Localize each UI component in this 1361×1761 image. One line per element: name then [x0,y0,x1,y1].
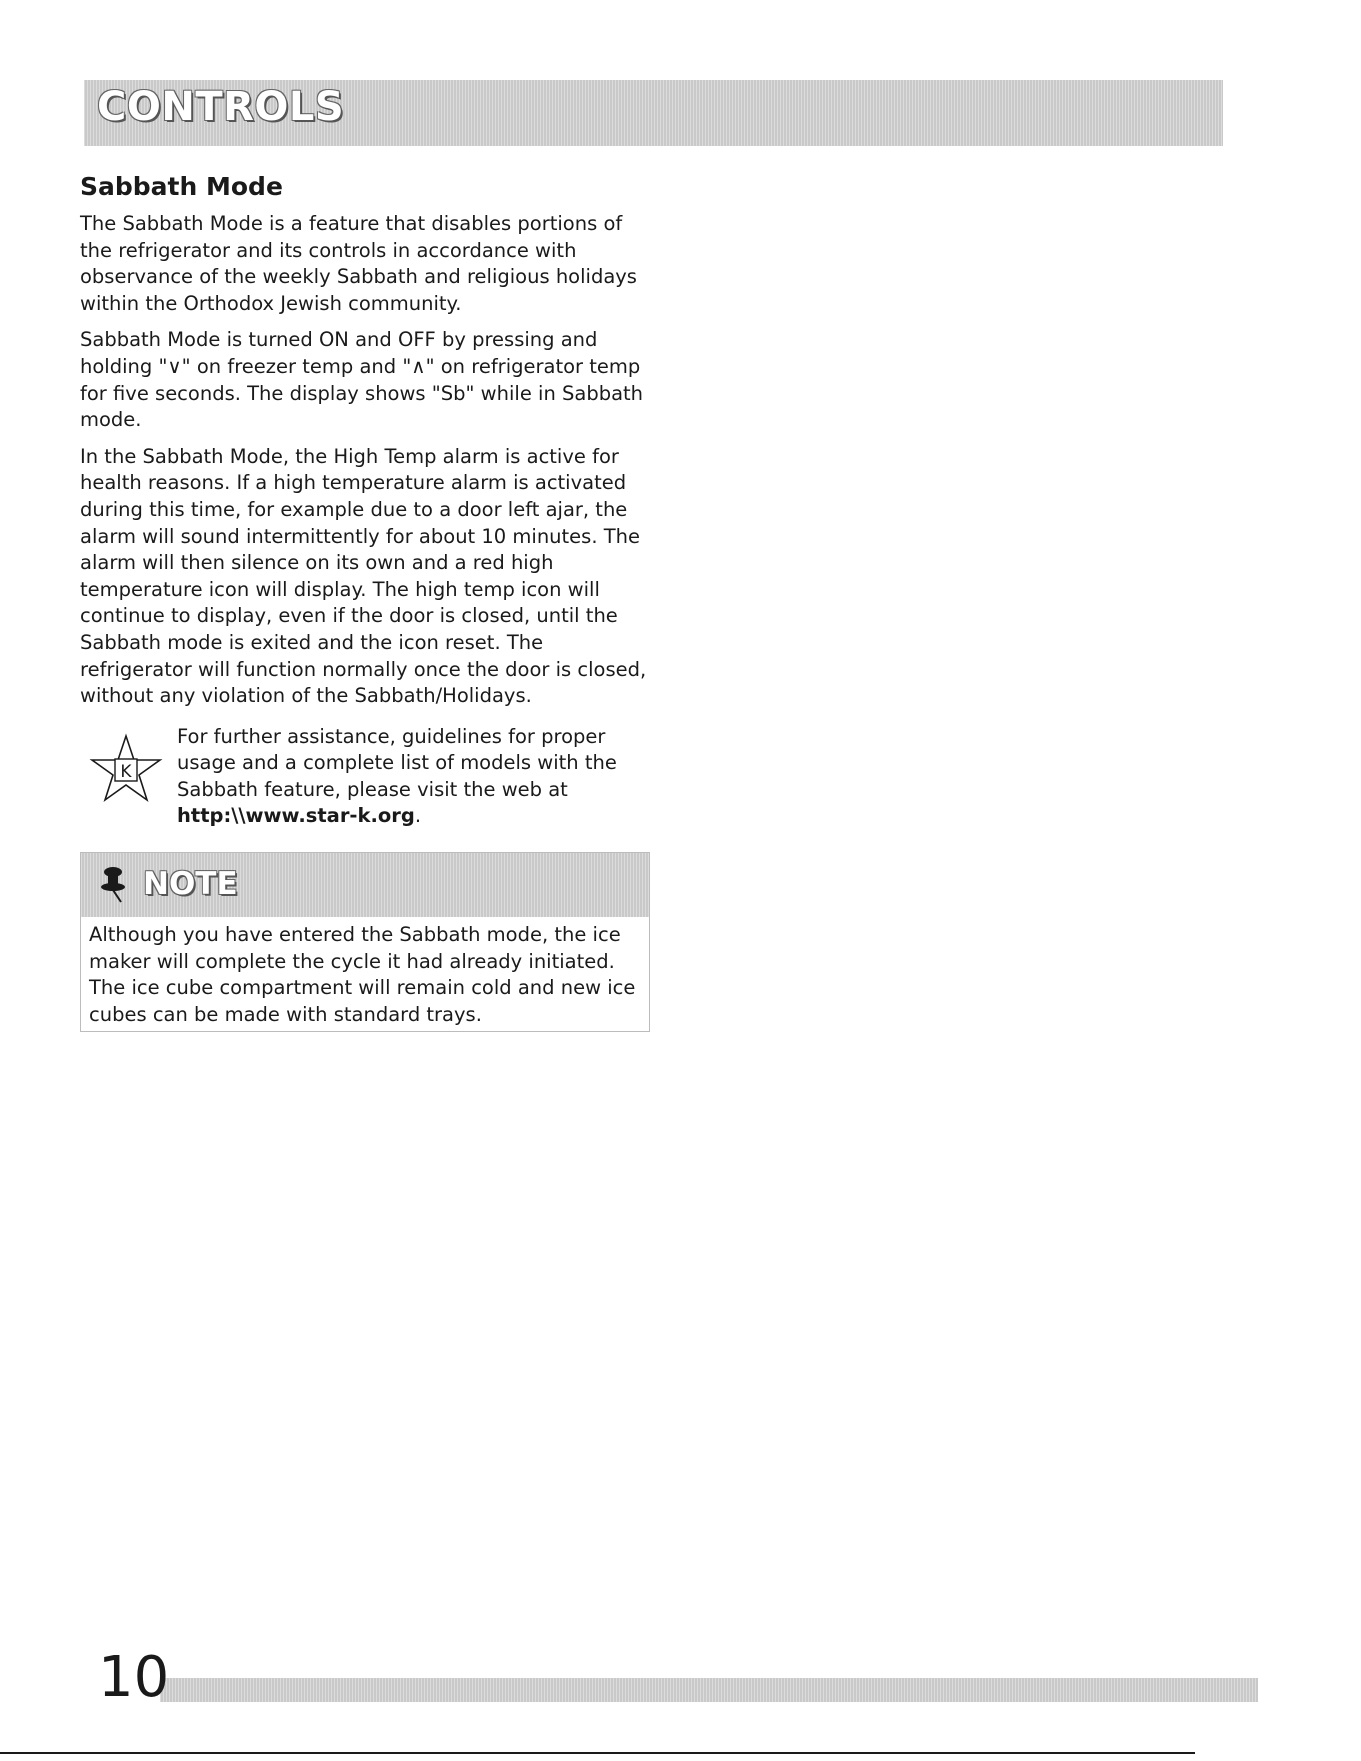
section-title: CONTROLS [97,84,345,130]
star-k-trailing: . [414,804,422,828]
note-text: Although you have entered the Sabbath mode, the ice maker will complete the cycle it had already initiated. The ice cube compartment will remain cold and new ice cubes can be made with standard trays. [89,923,636,1026]
star-k-text: For further assistance, guidelines for proper usage and a complete list of models with the Sabbath feature, please visit the web at [177,724,617,801]
paragraph-intro: The Sabbath Mode is a feature that disables portions of the refrigerator and its controls in accordance with observance of the weekly Sabbath and religious holidays within the Orthodox Jewish community. [80,212,637,315]
bottom-rule [0,1752,1195,1754]
star-k-icon [88,732,164,808]
star-k-url-link[interactable]: http:\\www.star-k.org [177,804,415,828]
star-k-label: K [120,761,132,782]
subheading: Sabbath Mode [80,172,283,201]
paragraph-activation: Sabbath Mode is turned ON and OFF by pressing and holding "∨" on freezer temp and "∧" on refrigerator temp for five seconds. The display shows "Sb" while in Sabbath mode. [80,328,644,432]
content-column [80,172,660,834]
star-k-text-block [177,724,647,830]
star-k-block [80,724,660,834]
pushpin-icon [99,864,131,904]
note-box [80,852,650,1032]
note-title: NOTE [143,866,238,902]
footer-band [160,1678,1258,1702]
page-number: 10 [98,1645,170,1710]
paragraph-alarm: In the Sabbath Mode, the High Temp alarm is active for health reasons. If a high temperature alarm is activated during this time, for example due to a door left ajar, the alarm will sound intermittently for about 10 minutes. The alarm will then silence on its own and a red high temperature icon will display. The high temp icon will continue to display, even if the door is closed, until the Sabbath mode is exited and the icon reset. The refrigerator will function normally once the door is closed, without any violation of the Sabbath/Holidays. [80,444,647,708]
